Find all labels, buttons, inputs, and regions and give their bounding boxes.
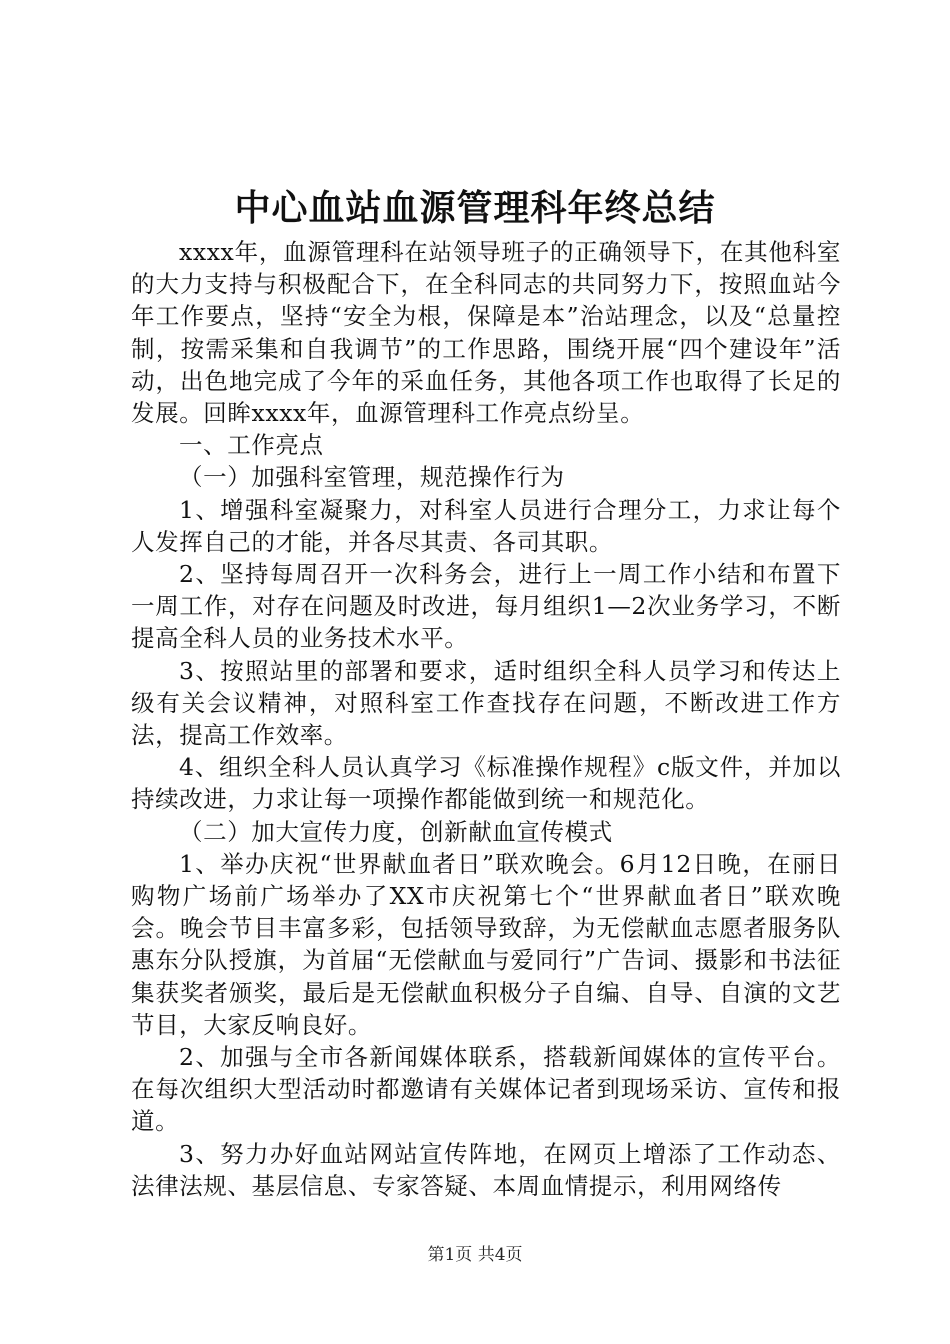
document-body	[131, 236, 841, 1202]
list-item-2-2: 2、加强与全市各新闻媒体联系，搭载新闻媒体的宣传平台。在每次组织大型活动时都邀请有关媒体记者到现场采访、宣传和报道。	[131, 1043, 841, 1136]
section-heading-1: 一、工作亮点	[179, 431, 324, 460]
list-item-1-4: 4、组织全科人员认真学习《标准操作规程》c版文件，并加以持续改进，力求让每一项操作都能做到统一和规范化。	[131, 753, 841, 814]
subsection-heading-1: （一）加强科室管理，规范操作行为	[179, 463, 565, 492]
list-item-1-1: 1、增强科室凝聚力，对科室人员进行合理分工，力求让每个人发挥自己的才能，并各尽其责、各司其职。	[131, 495, 841, 556]
subsection-heading-2: （二）加大宣传力度，创新献血宣传模式	[179, 817, 613, 846]
intro-paragraph: xxxx年，血源管理科在站领导班子的正确领导下，在其他科室的大力支持与积极配合下，在全科同志的共同努力下，按照血站今年工作要点，坚持“安全为根，保障是本”治站理念，以及“总量控制，按需采集和自我调节”的工作思路，围绕开展“四个建设年”活动，出色地完成了今年的采血任务，其他各项工作也取得了长足的发展。回眸xxxx年，血源管理科工作亮点纷呈。	[131, 238, 841, 428]
list-item-2-3: 3、努力办好血站网站宣传阵地，在网页上增添了工作动态、法律法规、基层信息、专家答疑、本周血情提示，利用网络传	[131, 1139, 841, 1200]
list-item-1-2: 2、坚持每周召开一次科务会，进行上一周工作小结和布置下一周工作，对存在问题及时改进，每月组织1—2次业务学习，不断提高全科人员的业务技术水平。	[131, 560, 841, 653]
page-footer: 第1页 共4页	[427, 1245, 523, 1265]
document-title: 中心血站血源管理科年终总结	[234, 187, 716, 229]
list-item-2-1: 1、举办庆祝“世界献血者日”联欢晚会。6月12日晚，在丽日购物广场前广场举办了XX市庆祝第七个“世界献血者日”联欢晚会。晚会节目丰富多彩，包括领导致辞，为无偿献血志愿者服务队惠东分队授旗，为首届“无偿献血与爱同行”广告词、摄影和书法征集获奖者颁奖，最后是无偿献血积极分子自编、自导、自演的文艺节目，大家反响良好。	[131, 849, 841, 1039]
list-item-1-3: 3、按照站里的部署和要求，适时组织全科人员学习和传达上级有关会议精神，对照科室工作查找存在问题，不断改进工作方法，提高工作效率。	[131, 656, 841, 750]
